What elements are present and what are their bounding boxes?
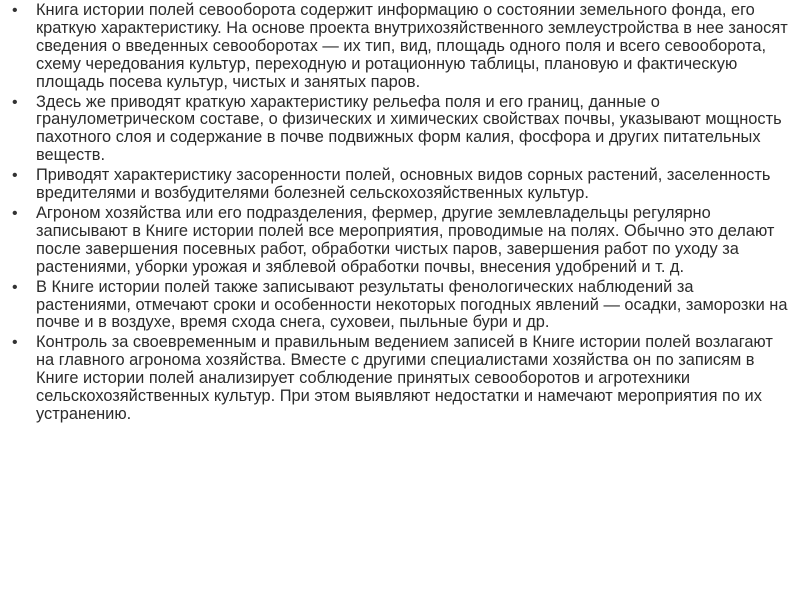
list-item: [12, 2, 792, 92]
list-item: [12, 334, 792, 424]
list-item: [12, 279, 792, 333]
paragraph-text: В Книге истории полей также записывают результаты фенологических наблюдений за растениями, отмечают сроки и особенности некоторых погодных явлений — осадки, заморозки на почве и в воздухе, время схода снега, суховеи, пыльные бури и др.: [36, 277, 788, 332]
paragraph-text: Книга истории полей севооборота содержит информацию о состоянии земельного фонда, его краткую характеристику. На основе проекта внутрихозяйственного землеустройства в нее заносят сведения о введенных севооборотах — их тип, вид, площадь одного поля и всего севооборота, схему чередования культур, переходную и ротационную таблицы, плановую и фактическую площадь посева культур, чистых и занятых паров.: [36, 1, 788, 91]
paragraph-text: Приводят характеристику засоренности полей, основных видов сорных растений, заселенность вредителями и возбудителями болезней сельскохозяйственных культур.: [36, 166, 771, 203]
bullet-icon: •: [12, 334, 18, 352]
paragraph-text: Здесь же приводят краткую характеристику рельефа поля и его границ, данные о гранулометрическом составе, о физических и химических свойствах почвы, указывают мощность пахотного слоя и содержание в почве подвижных форм калия, фосфора и других питательных веществ.: [36, 92, 782, 165]
bullet-icon: •: [12, 93, 18, 111]
bullet-icon: •: [12, 167, 18, 185]
paragraph-text: Агроном хозяйства или его подразделения, фермер, другие землевладельцы регулярно записывают в Книге истории полей все мероприятия, проводимые на полях. Обычно это делают после завершения посевных работ, обработки чистых паров, завершения работ по уходу за растениями, уборки урожая и зяблевой обработки почвы, внесения удобрений и т. д.: [36, 203, 775, 276]
list-item: [12, 94, 792, 166]
list-item: [12, 167, 792, 203]
bullet-list: [12, 2, 792, 426]
list-item: [12, 205, 792, 277]
paragraph-text: Контроль за своевременным и правильным ведением записей в Книге истории полей возлагают на главного агронома хозяйства. Вместе с другими специалистами хозяйства он по записям в Книге истории полей анализирует соблюдение принятых севооборотов и агротехники сельскохозяйственных культур. При этом выявляют недостатки и намечают мероприятия по их устранению.: [36, 333, 773, 423]
bullet-icon: •: [12, 2, 18, 19]
bullet-icon: •: [12, 278, 18, 296]
bullet-icon: •: [12, 204, 18, 222]
